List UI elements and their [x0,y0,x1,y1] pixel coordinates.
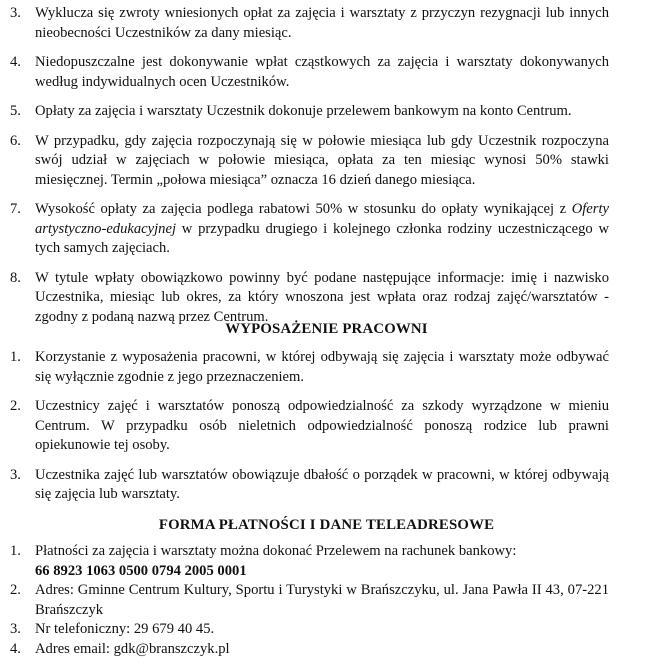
item-text: Korzystanie z wyposażenia pracowni, w której odbywają się zajęcia i warsztaty może odbywać się wyłącznie zgodnie z jego przeznaczeniem. [35,349,609,385]
item-text: W tytule wpłaty obowiązkowo powinny być podane następujące informacje: imię i nazwisko Uczestnika, miesiąc lub okres, za który wnoszona jest wpłata oraz rodzaj zajęć/warsztatów - zgodny z podaną nazwą przez Centrum. [35,269,609,325]
item-number: 1. [10,349,21,365]
list-item [0,581,645,620]
phone-text: Nr telefoniczny: 29 679 40 45. [35,621,215,637]
item-number: 7. [10,201,21,217]
list-item [0,466,645,505]
list-item [0,620,645,640]
item-text: Płatności za zajęcia i warsztaty można dokonać Przelewem na rachunek bankowy: [35,543,517,559]
item-number: 3. [10,466,21,483]
list-item [0,348,645,387]
item-text: Niedopuszczalne jest dokonywanie wpłat cząstkowych za zajęcia i warsztaty dokonywanych według indywidualnych ocen Uczestników. [35,54,609,90]
item-text: Opłaty za zajęcia i warsztaty Uczestnik dokonuje przelewem bankowym na konto Centrum. [35,103,572,119]
bank-account-number: 66 8923 1063 0500 0794 2005 0001 [35,562,247,579]
section-heading-payment-contact: FORMA PŁATNOŚCI I DANE TELEADRESOWE [158,517,495,533]
item-number: 2. [10,582,21,598]
section-heading-equipment: WYPOSAŻENIE PRACOWNI [225,321,428,337]
email-text: Adres email: gdk@branszczyk.pl [35,640,230,657]
item-text: Uczestnika zajęć lub warsztatów obowiązuje dbałość o porządek w pracowni, w której odbywają się zajęcia lub warsztaty. [35,466,609,502]
address-text: Adres: Gminne Centrum Kultury, Sportu i Turystyki w Brańszczyku, ul. Jana Pawła II 43, 07-221 Brańszczyk [35,582,609,618]
list-item [0,4,645,43]
item-number: 4. [10,54,21,70]
item-text [35,200,609,259]
item-text: W przypadku, gdy zajęcia rozpoczynają się w połowie miesiąca lub gdy Uczestnik rozpoczyna swój udział w zajęciach w połowie miesiąca, opłata za ten miesiąc wynosi 50% stawki miesięcznej. Termin „połowa miesiąca” oznacza 16 dzień danego miesiąca. [35,132,609,188]
list-item [0,102,645,122]
item-number: 3. [10,621,21,637]
item-number: 3. [10,5,21,21]
item-text-part: Wysokość opłaty za zajęcia podlega rabatowi 50% w stosunku do opłaty wynikającej z [35,201,572,217]
list-item [0,397,645,456]
list-item [0,640,645,660]
list-item [0,269,645,328]
item-number: 1. [10,543,21,559]
item-number: 8. [10,269,21,286]
item-text: Wyklucza się zwroty wniesionych opłat za zajęcia i warsztaty z przyczyn rezygnacji lub innych nieobecności Uczestników za dany miesiąc. [35,5,609,41]
list-item [0,200,645,259]
item-number: 4. [10,640,21,657]
list-item [0,53,645,92]
equipment-rules-list [0,348,645,515]
offer-title-italic: Oferty artystyczno-edukacyjnej [35,201,609,237]
list-item [0,542,645,581]
item-number: 5. [10,103,21,119]
payment-contact-list [0,542,645,659]
payment-rules-list [0,4,645,337]
item-number: 2. [10,398,21,414]
item-text: Uczestnicy zajęć i warsztatów ponoszą odpowiedzialność za szkody wyrządzone w mieniu Centrum. W przypadku osób nieletnich odpowiedzialność ponoszą rodzice lub prawni opiekunowie tej osoby. [35,398,609,453]
item-text-part: w przypadku drugiego i kolejnego członka rodziny uczestniczącego w tych samych zajęciach. [35,220,609,256]
item-number: 6. [10,132,21,149]
list-item [0,132,645,191]
